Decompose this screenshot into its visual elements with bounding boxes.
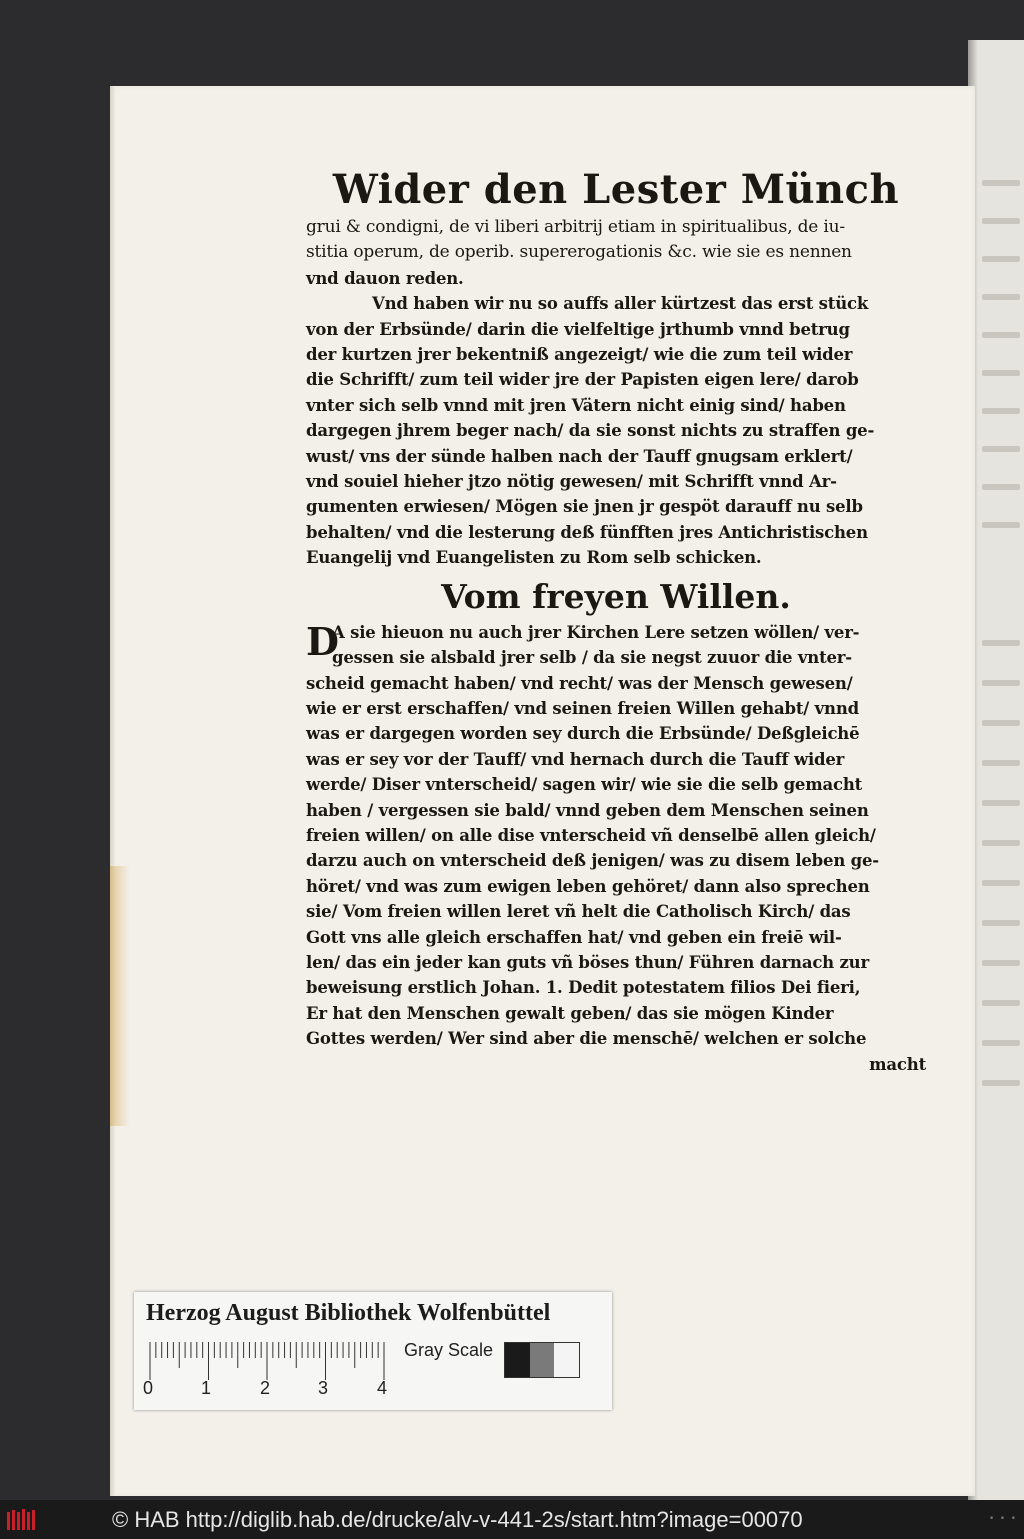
bleed-through-mark <box>982 294 1020 300</box>
bleed-through-mark <box>982 920 1020 926</box>
text-line: der kurtzen jrer bekentniß angezeigt/ wie die zum teil wider <box>306 345 853 365</box>
text-line: was er dargegen worden sey durch die Erbsünde/ Deßgleichē <box>306 724 860 744</box>
bleed-through-mark <box>982 256 1020 262</box>
bleed-through-mark <box>982 484 1020 490</box>
swatch-white <box>554 1343 579 1377</box>
section-heading: Vom freyen Willen. <box>441 576 791 616</box>
bleed-through-mark <box>982 522 1020 528</box>
catchword: macht <box>869 1054 926 1074</box>
running-head: Wider den Lester Münch <box>332 166 900 213</box>
bleed-through-mark <box>982 880 1020 886</box>
paragraph-one <box>306 215 926 571</box>
bleed-through-mark <box>982 218 1020 224</box>
text-line: wie er erst erschaffen/ vnd seinen freien Willen gehabt/ vnnd <box>306 698 859 718</box>
text-line: werde/ Diser vnterscheid/ sagen wir/ wie sie die selb gemacht <box>306 775 863 795</box>
text-line: haben / vergessen sie bald/ vnnd geben dem Menschen seinen <box>306 800 869 820</box>
bleed-through-mark <box>982 760 1020 766</box>
centimeter-ruler <box>148 1340 386 1380</box>
text-line: gessen sie alsbald jrer selb / da sie negst zuuor die vnter- <box>332 648 852 668</box>
ruler-number: 1 <box>201 1378 212 1398</box>
text-line: gumenten erwiesen/ Mögen sie jnen jr gespöt darauff nu selb <box>306 497 863 517</box>
bleed-through-mark <box>982 408 1020 414</box>
bleed-through-mark <box>982 370 1020 376</box>
bleed-through-mark <box>982 1080 1020 1086</box>
color-reference-card <box>134 1292 612 1410</box>
text-line: Gottes werden/ Wer sind aber die menschē/ welchen er solche <box>306 1029 867 1049</box>
text-line: freien willen/ on alle dise vnterscheid vñ denselbē allen gleich/ <box>306 825 876 845</box>
ruler-number: 2 <box>260 1378 271 1398</box>
text-line: höret/ vnd was zum ewigen leben gehöret/ dann also sprechen <box>306 876 870 896</box>
footer-dots: • • • <box>988 1514 1016 1524</box>
text-line: vnter sich selb vnnd mit jren Vätern nicht einig sind/ haben <box>306 395 846 415</box>
text-line: Gott vns alle gleich erschaffen hat/ vnd geben ein freiē wil- <box>306 927 842 947</box>
text-line: A sie hieuon nu auch jrer Kirchen Lere setzen wöllen/ ver- <box>332 622 860 642</box>
text-line: len/ das ein jeder kan guts vñ böses thun/ Führen darnach zur <box>306 952 869 972</box>
text-line: was er sey vor der Tauff/ vnd hernach durch die Tauff wider <box>306 749 845 769</box>
bleed-through-mark <box>982 640 1020 646</box>
ruler-number: 0 <box>143 1378 154 1398</box>
page-edge <box>110 86 116 1496</box>
foxing-stain <box>110 866 130 1126</box>
bleed-through-mark <box>982 720 1020 726</box>
bleed-through-mark <box>982 1040 1020 1046</box>
text-line: dargegen jhrem beger nach/ da sie sonst nichts zu straffen ge- <box>306 421 875 441</box>
text-line: stitia operum, de operib. supererogationis &c. wie sie es nennen <box>306 242 852 263</box>
bleed-through-mark <box>982 800 1020 806</box>
ruler-number: 4 <box>377 1378 388 1398</box>
swatch-gray <box>530 1343 555 1377</box>
bleed-through-mark <box>982 332 1020 338</box>
text-line: von der Erbsünde/ darin die vielfeltige jrthumb vnnd betrug <box>306 319 850 339</box>
bleed-through-mark <box>982 960 1020 966</box>
text-line: scheid gemacht haben/ vnd recht/ was der Mensch gewesen/ <box>306 673 853 693</box>
drop-capital: D <box>306 618 339 664</box>
text-line: vnd souiel hieher jtzo nötig gewesen/ mit Schrifft vnnd Ar- <box>306 472 837 492</box>
copyright-url: © HAB http://diglib.hab.de/drucke/alv-v-441-2s/start.htm?image=00070 <box>112 1507 803 1532</box>
bleed-through-mark <box>982 680 1020 686</box>
text-line: Vnd haben wir nu so auffs aller kürtzest das erst stück <box>372 294 869 314</box>
text-line: vnd dauon reden. <box>306 268 464 288</box>
bleed-through-mark <box>982 446 1020 452</box>
text-line: grui & condigni, de vi liberi arbitrij etiam in spiritualibus, de iu- <box>306 217 845 237</box>
ruler-number: 3 <box>318 1378 329 1398</box>
bleed-through-mark <box>982 1000 1020 1006</box>
text-block <box>306 166 926 1077</box>
bleed-through-mark <box>982 180 1020 186</box>
paragraph-two <box>306 645 926 1052</box>
text-line: wust/ vns der sünde halben nach der Tauff gnugsam erklert/ <box>306 446 853 466</box>
gray-scale-swatches <box>504 1342 580 1378</box>
footer-bar <box>0 1500 1024 1539</box>
swatch-black <box>505 1343 530 1377</box>
facing-page-edge <box>968 40 1024 1500</box>
book-page <box>110 86 975 1496</box>
text-line: darzu auch on vnterscheid deß jenigen/ was zu disem leben ge- <box>306 851 879 871</box>
text-line: behalten/ vnd die lesterung deß fünfften jres Antichristischen <box>306 522 868 542</box>
library-name: Herzog August Bibliothek Wolfenbüttel <box>146 1300 551 1326</box>
text-line: Euangelij vnd Euangelisten zu Rom selb schicken. <box>306 548 762 568</box>
text-line: die Schrifft/ zum teil wider jre der Papisten eigen lere/ darob <box>306 370 859 390</box>
text-line: beweisung erstlich Johan. 1. Dedit potestatem filios Dei fieri, <box>306 978 861 998</box>
bleed-through-mark <box>982 840 1020 846</box>
text-line: sie/ Vom freien willen leret vñ helt die Catholisch Kirch/ das <box>306 902 851 922</box>
text-line: Er hat den Menschen gewalt geben/ das sie mögen Kinder <box>306 1003 834 1023</box>
hab-logo-icon <box>6 1508 40 1532</box>
gray-scale-label: Gray Scale <box>404 1340 494 1360</box>
